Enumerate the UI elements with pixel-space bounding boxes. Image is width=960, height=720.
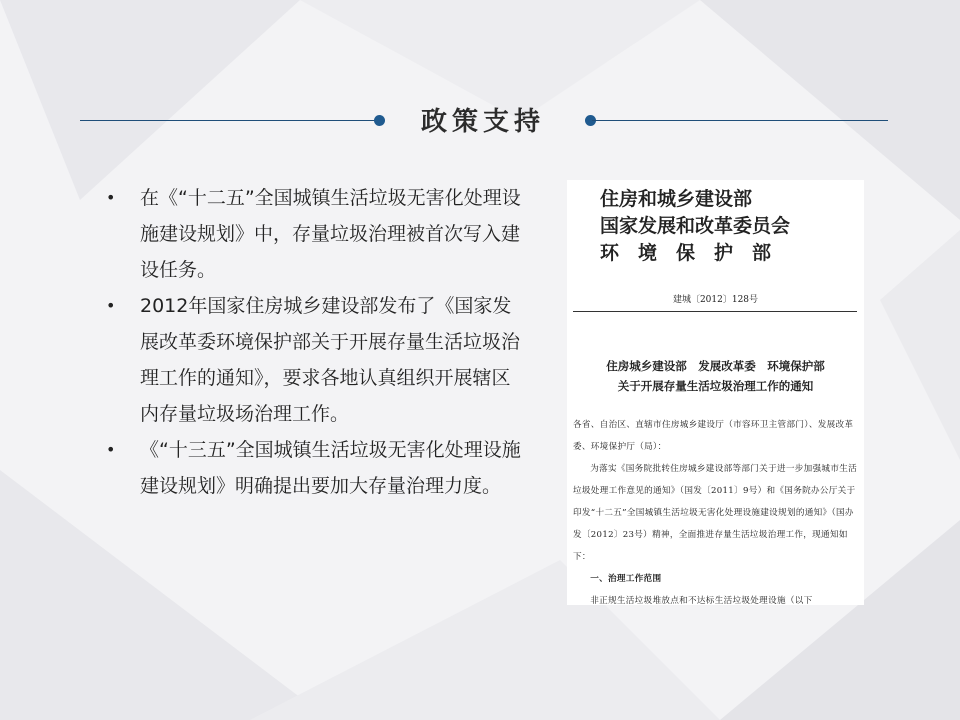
bullet-list (106, 180, 526, 504)
document-section-heading: 一、治理工作范围 (590, 574, 662, 584)
bullet-text: 2012年国家住房城乡建设部发布了《国家发展改革委环境保护部关于开展存量生活垃圾治理工作的通知》，要求各地认真组织开展辖区内存量垃圾场治理工作。 (140, 295, 521, 425)
document-paragraph: 为落实《国务院批转住房城乡建设部等部门关于进一步加强城市生活垃圾处理工作意见的通知》（国发〔2011〕9号）和《国务院办公厅关于印发“十二五”全国城镇生活垃圾无害化处理设施建设规划的通知》（国办发〔2012〕23号）精神，全面推进存量生活垃圾治理工作，现通知如下： (573, 464, 858, 562)
document-body (573, 414, 859, 605)
title-rule-right (592, 120, 888, 121)
bg-shape (880, 230, 960, 460)
bullet-text: 《“十三五”全国城镇生活垃圾无害化处理设施建设规划》明确提出要加大存量治理力度。 (140, 439, 521, 497)
bg-shape (0, 470, 330, 720)
bullet-icon: • (106, 188, 116, 207)
title-dot-left (374, 115, 385, 126)
bullet-item (106, 180, 526, 288)
document-issuers (600, 186, 790, 267)
issuer-line: 国家发展和改革委员会 (600, 215, 791, 237)
document-title (567, 356, 864, 396)
title-rule-left (80, 120, 378, 121)
document-section-text: 非正规生活垃圾堆放点和不达标生活垃圾处理设施（以下 (590, 596, 813, 605)
bullet-item (106, 432, 526, 504)
bullet-item (106, 288, 526, 432)
document-number: 建城〔2012〕128号 (672, 295, 759, 305)
document-recipients: 各省、自治区、直辖市住房城乡建设厅（市容环卫主管部门）、发展改革委、环境保护厅（局）： (573, 420, 854, 452)
bullet-text: 在《“十二五”全国城镇生活垃圾无害化处理设施建设规划》中，存量垃圾治理被首次写入建设任务。 (140, 187, 521, 281)
document-image (567, 180, 864, 605)
page-title: 政策支持 (420, 107, 545, 137)
document-divider (573, 311, 857, 312)
bullet-icon: • (106, 296, 116, 315)
bullet-icon: • (106, 440, 116, 459)
issuer-line: 环 境 保 护 部 (600, 242, 772, 264)
title-bar (0, 96, 960, 146)
document-title-line: 关于开展存量生活垃圾治理工作的通知 (617, 379, 814, 393)
issuer-line: 住房和城乡建设部 (600, 188, 753, 210)
document-title-line: 住房城乡建设部 发展改革委 环境保护部 (606, 359, 825, 373)
